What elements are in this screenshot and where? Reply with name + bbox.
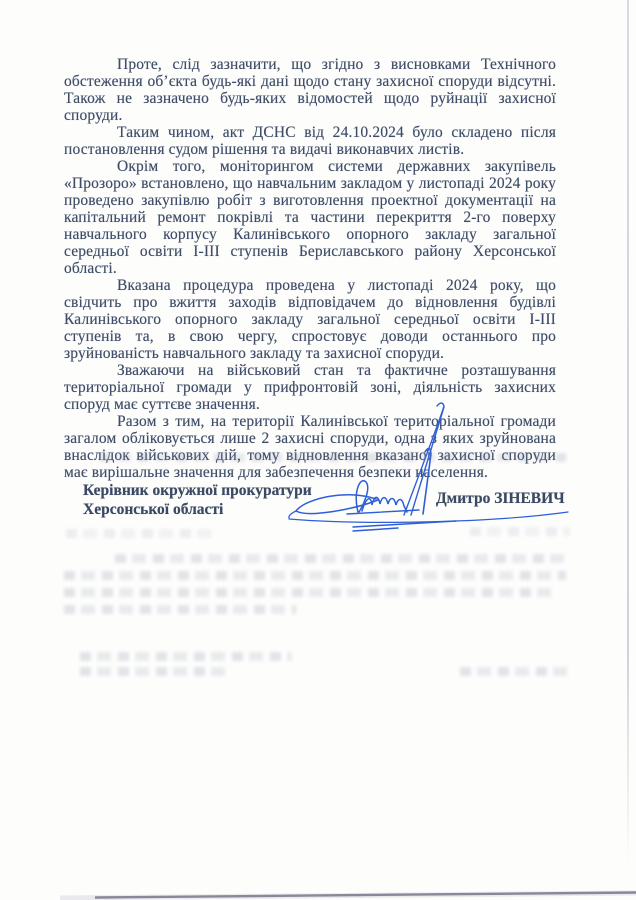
ghost-text-line — [66, 529, 214, 538]
paragraph: Проте, слід зазначити, що згідно з висновками Технічного обстеження об’єкта будь-які дані щодо стану захисної споруди відсутні. Також не зазначено будь-яких відомостей щодо руйнації захисної споруди. — [64, 56, 556, 124]
signer-role-line2: Херсонської області — [83, 501, 224, 518]
paragraph: Окрім того, моніторингом системи державних закупівель «Прозоро» встановлено, що навчальним закладом у листопаді 2024 року проведено закупівлю робіт з виготовлення проектної документації на капітальний ремонт покрівлі та частини перекриття 2-го поверху навчального корпусу Калинівського опорного закладу загальної середньої освіти І-ІІІ ступенів Бериславського району Херсонської області. — [64, 158, 556, 277]
paragraph: Таким чином, акт ДСНС від 24.10.2024 було складено після постановлення судом рішення та видачі виконавчих листів. — [64, 124, 556, 158]
ghost-text-line — [115, 554, 566, 563]
ghost-text-line — [80, 667, 232, 676]
ghost-text-line — [64, 588, 558, 597]
ghost-text-line — [460, 667, 574, 676]
ghost-text-line — [470, 527, 570, 536]
ghost-text-line — [64, 571, 566, 580]
page-edge-right — [627, 0, 629, 866]
ghost-text-line — [100, 453, 566, 462]
document-body — [64, 56, 556, 481]
signature-block — [64, 481, 574, 561]
signer-role-line1: Керівник окружної прокуратури — [83, 482, 312, 499]
signer-name: Дмитро ЗІНЕВИЧ — [436, 490, 565, 507]
paragraph: Разом з тим, на території Калинівської територіальної громади загалом обліковується лише 2 захисні споруди, одна з яких зруйнована внаслідок військових дій, тому відновлення вказаної захисної споруди має вирішальне значення для забезпечення безпеки населення. — [64, 413, 556, 481]
paragraph: Вказана процедура проведена у листопаді 2024 року, що свідчить про вжиття заходів відповідачем до відновлення будівлі Калинівського опорного закладу загальної середньої освіти І-ІІІ ступенів та, в свою чергу, спростовує доводи останнього про зруйнованість навчального закладу та захисної споруди. — [64, 277, 556, 362]
ghost-text-line — [80, 652, 292, 661]
paragraph: Зважаючи на військовий стан та фактичне розташування територіальної громади у прифронтовій зоні, діяльність захисних споруд має суттєве значення. — [64, 362, 556, 413]
ghost-text-line — [64, 605, 296, 614]
